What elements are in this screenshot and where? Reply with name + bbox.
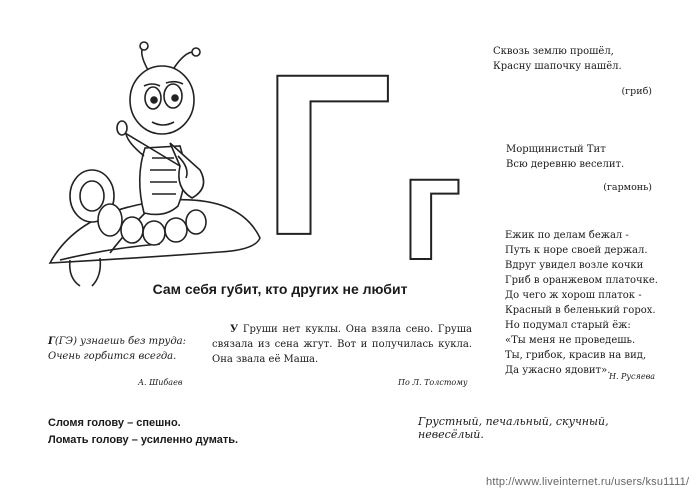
riddle-1-answer: (гриб) [621,86,652,97]
synonyms: Грустный, печальный, скучный, невесёлый. [418,415,609,441]
watermark: http://www.liveinternet.ru/users/ksu1111/ [486,476,690,488]
story-author: По Л. Толстому [398,378,468,387]
poem-line: До чего ж хорош платок - [505,290,642,301]
left-verse [48,334,198,364]
poem-line: «Ты меня не проведешь. [505,335,636,346]
left-verse-line-1: (ГЭ) узнаешь без труда: [54,336,186,347]
caterpillar-segment [186,210,206,234]
poem-line: Красный в беленький горох. [505,305,656,316]
riddle-1 [493,44,673,74]
riddle-2-answer: (гармонь) [603,182,652,193]
caterpillar-segment [121,217,143,243]
caterpillar-segment [98,204,122,236]
proverb-title: Сам себя губит, кто других не любит [152,281,408,297]
poem-line: Но подумал старый ёж: [505,320,631,331]
poem-line: Путь к норе своей держал. [505,245,648,256]
poem-line: Ты, грибок, красив на вид, [505,350,647,361]
riddle-2 [506,142,676,172]
poem-line: Гриб в оранжевом платочке. [505,275,658,286]
big-letter-uppercase: Г [262,26,393,283]
idioms [48,415,328,449]
caterpillar-head [130,66,194,134]
poem-line: Да ужасно ядовит». [505,365,611,376]
riddle-2-line-1: Морщинистый Тит [506,144,606,155]
poem-author: Н. Русяева [608,372,655,381]
riddle-1-line-1: Сквозь землю прошёл, [493,46,614,57]
riddle-1-line-2: Красну шапочку нашёл. [493,61,622,72]
poem-line: Вдруг увидел возле кочки [505,260,644,271]
caterpillar-on-mushroom-illustration [40,38,270,288]
big-letter-lowercase: г [400,123,463,291]
idiom-2: Ломать голову – усиленно думать. [48,434,239,446]
story-text [212,322,472,367]
left-verse-line-2: Очень горбится всегда. [48,351,177,362]
idiom-1: Сломя голову – спешно. [48,417,181,429]
caterpillar-segment [143,221,165,245]
caterpillar-segment [165,218,187,242]
poem [505,228,685,378]
story-body: Груши нет куклы. Она взяла сено. Груша связала из сена жгут. Вот и получилась кукла. Она звала её Маша. [212,324,472,365]
riddle-2-line-2: Всю деревню веселит. [506,159,625,170]
left-verse-author: А. Шибаев [138,378,183,387]
story-initial: У [230,324,239,335]
poem-line: Ежик по делам бежал - [505,230,629,241]
left-verse-letter: Г [48,336,55,347]
